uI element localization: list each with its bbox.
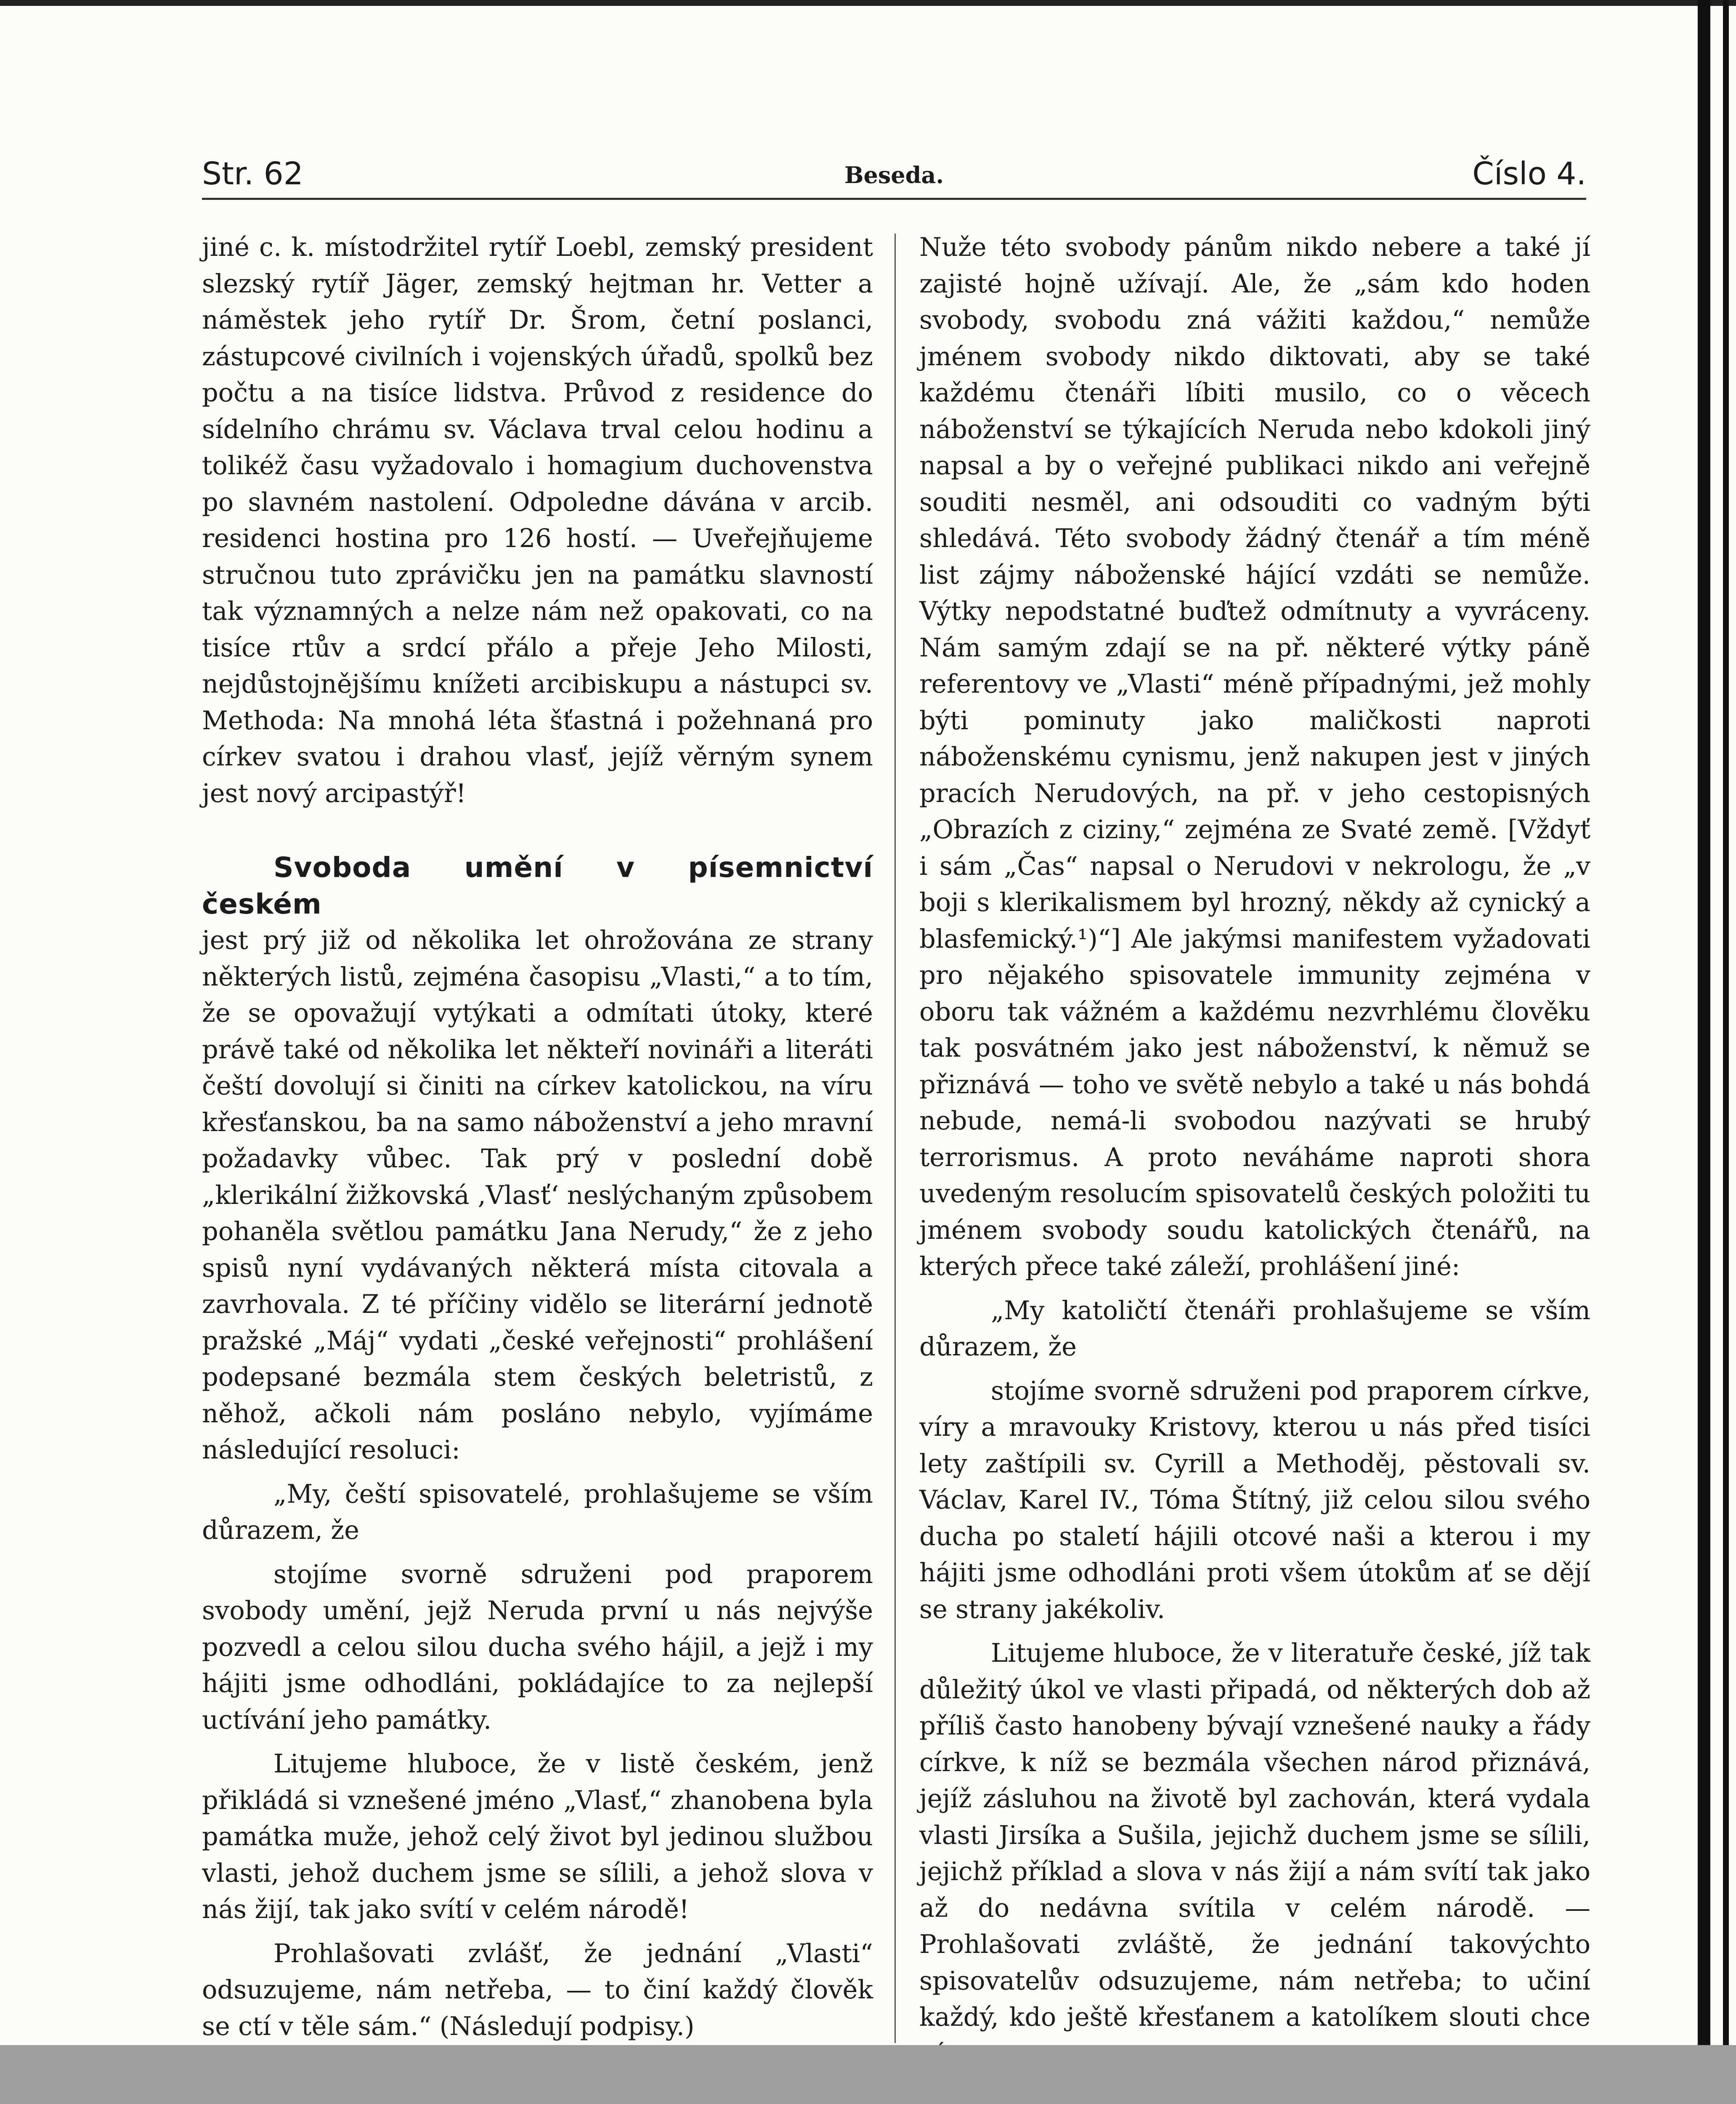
scan-edge-right-outer	[1723, 0, 1729, 2045]
page-number: Str. 62	[202, 156, 303, 192]
paragraph: Nuže této svobody pánům nikdo nebere a také jí zajisté hojně užívají. Ale, že „sám kdo hoden svobody, svobodu zná vážiti každou,“ nemůže jménem svobody nikdo diktovati, aby se také každému čtenáři líbiti musilo, co o věcech náboženství se týkajících Neruda nebo kdokoli jiný napsal a by o veřejné publikaci nikdo ani veřejně souditi nesměl, ani odsouditi co vadným býti shledává. Této svobody žádný čtenář a tím méně list zájmy náboženské hájící vzdáti se nemůže. Výtky nepodstatné buďtež odmítnuty a vyvráceny. Nám samým zdají se na př. některé výtky páně referentovy ve „Vlasti“ méně případnými, jež mohly býti pominuty jako maličkosti naproti náboženskému cynismu, jenž nakupen jest v jiných pracích Nerudových, na př. v jeho cestopisných „Obrazích z ciziny,“ zejména ze Svaté země. [Vždyť i sám „Čas“ napsal o Nerudovi v nekrologu, že „v boji s klerikalismem byl hrozný, někdy až cynický a blasfemický.¹)“] Ale jakýmsi manifestem vyžadovati pro nějakého spisovatele immunity zejména v oboru tak vážném a každému nezvrhlému člověku tak posvátném jako jest náboženství, k němuž se přiznává — toho ve světě nebylo a také u nás bohdá nebude, nemá-li svobodou nazývati se hrubý terrorismus. A proto neváháme naproti shora uvedeným resolucím spisovatelů českých položiti tu jménem svobody soudu katolických čtenářů, na kterých přece také záleží, prohlášení jiné:	[919, 233, 1590, 1281]
journal-title: Beseda.	[844, 162, 944, 189]
resolution-paragraph: Prohlašovati zvlášť, že jednání „Vlasti“ odsuzujeme, nám netřeba, — to činí každý člověk se ctí v těle sám.“ (Následují podpisy.)	[202, 1939, 873, 2041]
page-header	[202, 156, 1586, 198]
paragraph: jiné c. k. místodržitel rytíř Loebl, zemský president slezský rytíř Jäger, zemský hejtman hr. Vetter a náměstek jeho rytíř Dr. Šrom, četní poslanci, zástupcové civilních i vojenských úřadů, spolků bez počtu a na tisíce lidstva. Průvod z residence do sídelního chrámu sv. Václava trval celou hodinu a tolikéž času vyžadovalo i homagium duchovenstva po slavném nastolení. Odpoledne dávána v arcib. residenci hostina pro 126 hostí. — Uveřejňujeme stručnou tuto zprávičku jen na památku slavností tak významných a nelze nám než opakovati, co na tisíce rtův a srdcí přálo a přeje Jeho Milosti, nejdůstojnějšímu knížeti arcibiskupu a nástupci sv. Methoda: Na mnohá léta šťastná i požehnaná pro církev svatou i drahou vlasť, jejíž věrným synem jest nový arcipastýř!	[202, 233, 873, 808]
column-divider	[895, 234, 896, 2043]
resolution-paragraph: „My, čeští spisovatelé, prohlašujeme se vším důrazem, že	[202, 1479, 873, 1545]
right-column	[919, 229, 1590, 2072]
declaration-paragraph: „My katoličtí čtenáři prohlašujeme se vším důrazem, že	[919, 1296, 1590, 1362]
declaration-paragraph: stojíme svorně sdruženi pod praporem církve, víry a mravouky Kristovy, kterou u nás před tisíci lety zaštípili sv. Cyrill a Methoděj, pěstovali sv. Václav, Karel IV., Tóma Štítný, již celou silou svého ducha po staletí hájili otcové naši a kterou i my hájiti jsme odhodláni proti všem útokům ať se dějí se strany jakékoliv.	[919, 1376, 1590, 1624]
resolution-paragraph: Litujeme hluboce, že v listě českém, jenž přikládá si vznešené jméno „Vlasť,“ zhanobena byla památka muže, jehož celý život byl jedinou službou vlasti, jehož duchem jsme se sílili, a jehož slova v nás žijí, tak jako svítí v celém národě!	[202, 1749, 873, 1924]
paragraph: jest prý již od několika let ohrožována ze strany některých listů, zejména časopisu „Vlasti,“ a to tím, že se opovažují vytýkati a odmítati útoky, které právě také od několika let někteří novináři a literáti čeští dovolují si činiti na církev katolickou, na víru křesťanskou, ba na samo náboženství a jeho mravní požadavky vůbec. Tak prý v poslední době „klerikální žižkovská ‚Vlasť‘ neslýchaným způsobem pohaněla světlou památku Jana Nerudy,“ že z jeho spisů nyní vydávaných některá místa citovala a zavrhovala. Z té příčiny vidělo se literární jednotě pražské „Máj“ vydati „české veřejnosti“ prohlášení podepsané bezmála stem českých beletristů, z něhož, ačkoli nám posláno nebylo, vyjímáme následující resoluci:	[202, 926, 873, 1465]
scan-edge-top	[0, 0, 1736, 6]
declaration-paragraph: Litujeme hluboce, že v literatuře české, jíž tak důležitý úkol ve vlasti připadá, od některých dob až příliš často hanobeny bývají vznešené nauky a řády církve, k níž se bezmála všechen národ přiznává, jejíž zásluhou na životě byl zachován, která vydala vlasti Jirsíka a Sušila, jejichž duchem jsme se sílili, jejichž příklad a slova v nás žijí a nám svítí tak jako až do nedávna svítila v celém národě. — Prohlašovati zvláště, že jednání takovýchto spisovatelův odsuzujeme, nám netřeba; to učiní každý, kdo ještě křesťanem a katolíkem slouti chce	[919, 1639, 1590, 2032]
scan-edge-right	[1698, 0, 1710, 2045]
issue-number: Číslo 4.	[1472, 156, 1586, 192]
left-column	[202, 229, 873, 2045]
scanner-background	[0, 2045, 1736, 2104]
header-rule	[202, 198, 1586, 200]
article-heading: Svoboda umění v písemnictví českém	[202, 851, 873, 920]
resolution-paragraph: stojíme svorně sdruženi pod praporem svobody umění, jejž Neruda první u nás nejvýše pozvedl a celou silou ducha svého hájil, a jejž i my hájiti jsme odhodláni, pokládajíce to za nejlepší uctívání jeho památky.	[202, 1559, 873, 1735]
